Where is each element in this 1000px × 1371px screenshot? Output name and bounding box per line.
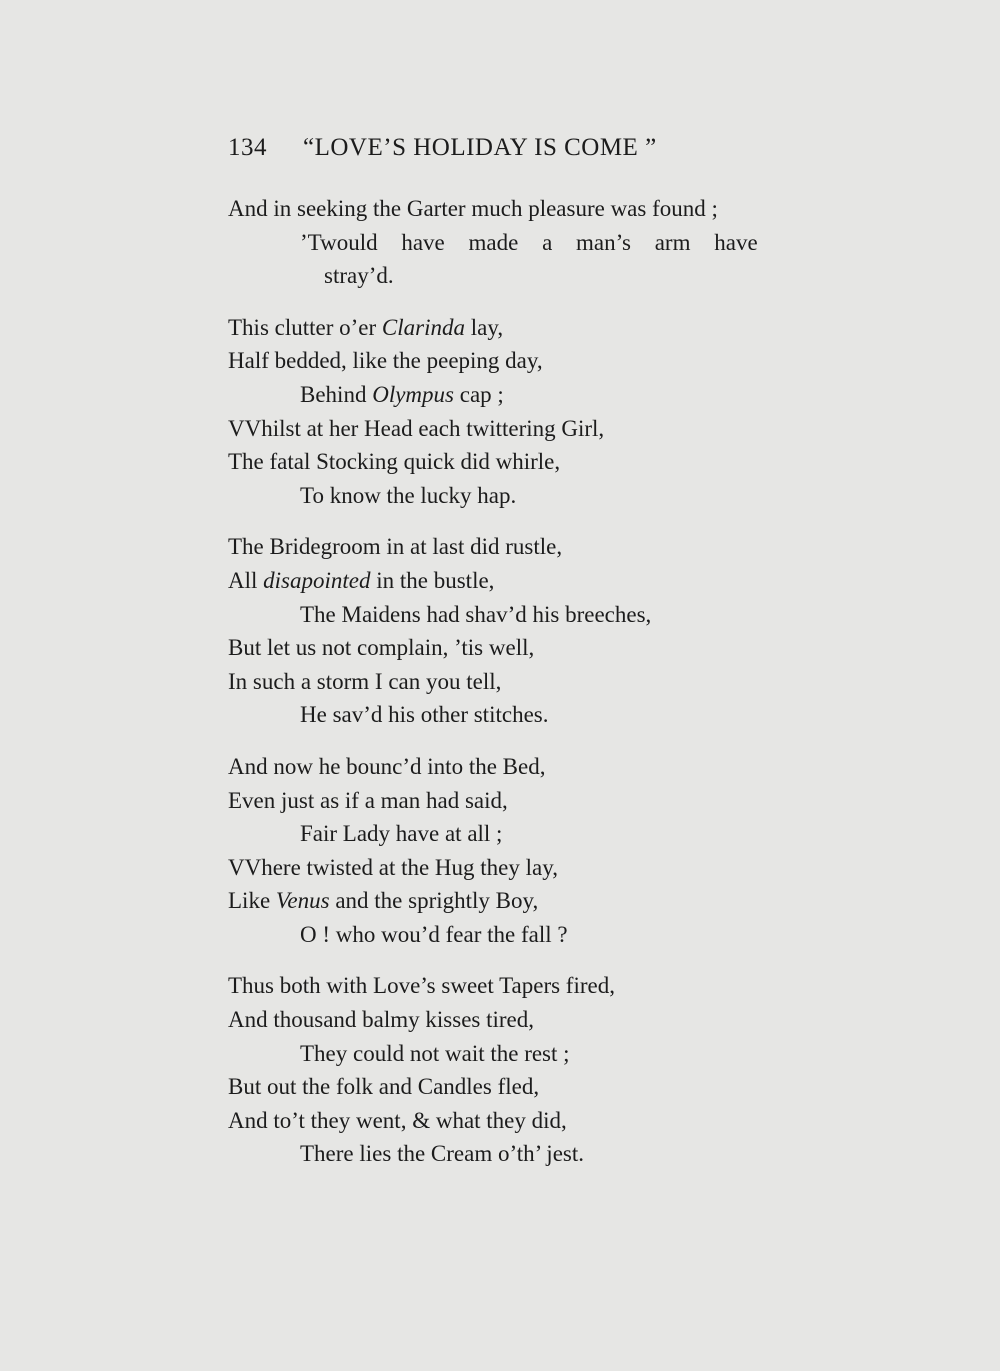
- poem-line: But out the folk and Candles fled,: [228, 1074, 540, 1100]
- poem-line-text: ’Twould have made a man’s arm have: [300, 229, 758, 255]
- poem-line: [228, 564, 768, 598]
- text: cap ;: [453, 381, 504, 407]
- poem-line: And to’t they went, & what they did,: [228, 1107, 567, 1133]
- poem-line: But let us not complain, ’tis well,: [228, 635, 535, 661]
- text: lay,: [465, 314, 504, 340]
- poem-line: [228, 311, 768, 345]
- poem-line: In such a storm I can you tell,: [228, 668, 502, 694]
- poem: [228, 192, 768, 1189]
- stanza: [228, 530, 768, 732]
- stanza: [228, 750, 768, 952]
- text: Behind: [300, 381, 373, 407]
- text: Like: [228, 888, 276, 914]
- poem-line: And in seeking the Garter much pleasure was found ;: [228, 196, 718, 221]
- poem-line: The Maidens had shav’d his breeches,: [300, 601, 652, 627]
- stanza: [228, 311, 768, 513]
- poem-line: O ! who wou’d fear the fall ?: [300, 921, 568, 947]
- text: This clutter o’er: [228, 314, 382, 340]
- poem-line: Half bedded, like the peeping day,: [228, 348, 543, 374]
- text: and the sprightly Boy,: [329, 888, 539, 914]
- poem-line: Thus both with Love’s sweet Tapers fired,: [228, 973, 615, 999]
- running-title: “LOVE’S HOLIDAY IS COME ”: [303, 134, 657, 161]
- italic-name: Olympus: [372, 381, 454, 407]
- poem-line: He sav’d his other stitches.: [300, 702, 549, 728]
- text: in the bustle,: [370, 567, 495, 593]
- stanza: [228, 969, 768, 1171]
- poem-line: stray’d.: [324, 263, 394, 289]
- poem-line: The Bridegroom in at last did rustle,: [228, 534, 563, 560]
- poem-line: Even just as if a man had said,: [228, 787, 508, 813]
- poem-line: [228, 226, 768, 260]
- running-header: [228, 134, 657, 162]
- poem-line: There lies the Cream o’th’ jest.: [300, 1141, 584, 1167]
- page-number: 134: [228, 134, 267, 161]
- poem-line: [228, 378, 768, 412]
- poem-line: The fatal Stocking quick did whirle,: [228, 449, 561, 475]
- poem-line: [228, 884, 768, 918]
- poem-line: Fair Lady have at all ;: [300, 821, 503, 847]
- poem-line: And now he bounc’d into the Bed,: [228, 753, 546, 779]
- text: All: [228, 567, 264, 593]
- stanza: [228, 192, 768, 293]
- italic-name: Clarinda: [381, 314, 465, 340]
- poem-line: To know the lucky hap.: [300, 482, 517, 508]
- poem-line: They could not wait the rest ;: [300, 1040, 570, 1066]
- italic-word: disapointed: [263, 567, 371, 593]
- poem-line: And thousand balmy kisses tired,: [228, 1007, 534, 1033]
- italic-name: Venus: [275, 888, 330, 914]
- poem-line: VVhere twisted at the Hug they lay,: [228, 854, 558, 880]
- poem-line: VVhilst at her Head each twittering Girl,: [228, 415, 605, 441]
